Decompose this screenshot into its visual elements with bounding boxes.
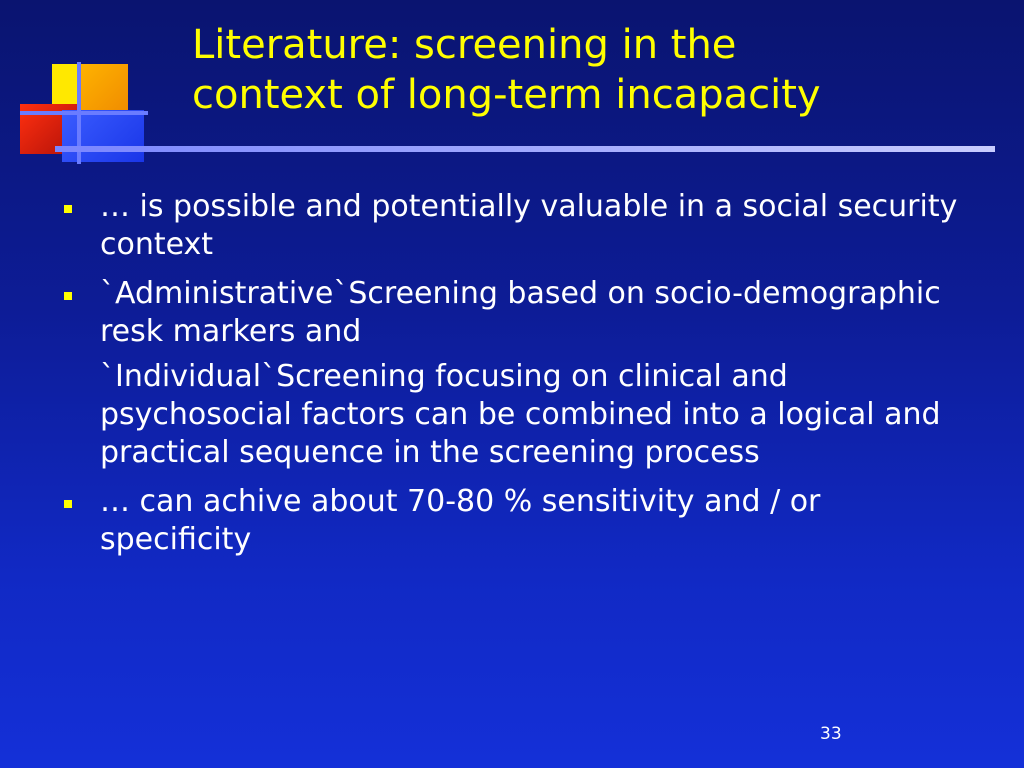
slide-title: [192, 20, 992, 120]
bullet-text: … can achive about 70-80 % sensitivity and / or specificity: [100, 484, 821, 557]
bullet-square-icon: [64, 500, 72, 508]
bullet-text: `Individual`Screening focusing on clinical and psychosocial factors can be combined into a logical and practical sequence in the screening process: [100, 359, 941, 470]
page-number: 33: [820, 724, 842, 744]
bullet-square-icon: [64, 205, 72, 213]
bullet-list: [62, 188, 972, 570]
bullet-item: [62, 188, 972, 264]
logo-horizontal-line: [20, 111, 148, 115]
slide-title-line-2: context of long-term incapacity: [192, 72, 821, 118]
bullet-item: [62, 275, 972, 351]
bullet-text: `Administrative`Screening based on socio-demographic resk markers and: [100, 276, 941, 349]
bullet-item: [62, 483, 972, 559]
logo-blue-square: [62, 110, 144, 162]
bullet-square-icon: [64, 292, 72, 300]
slide-title-line-1: Literature: screening in the: [192, 22, 737, 68]
logo-orange-square: [78, 64, 128, 112]
bullet-text: … is possible and potentially valuable in a social security context: [100, 189, 958, 262]
title-underline-rule: [55, 146, 995, 152]
bullet-continuation: [62, 358, 972, 472]
